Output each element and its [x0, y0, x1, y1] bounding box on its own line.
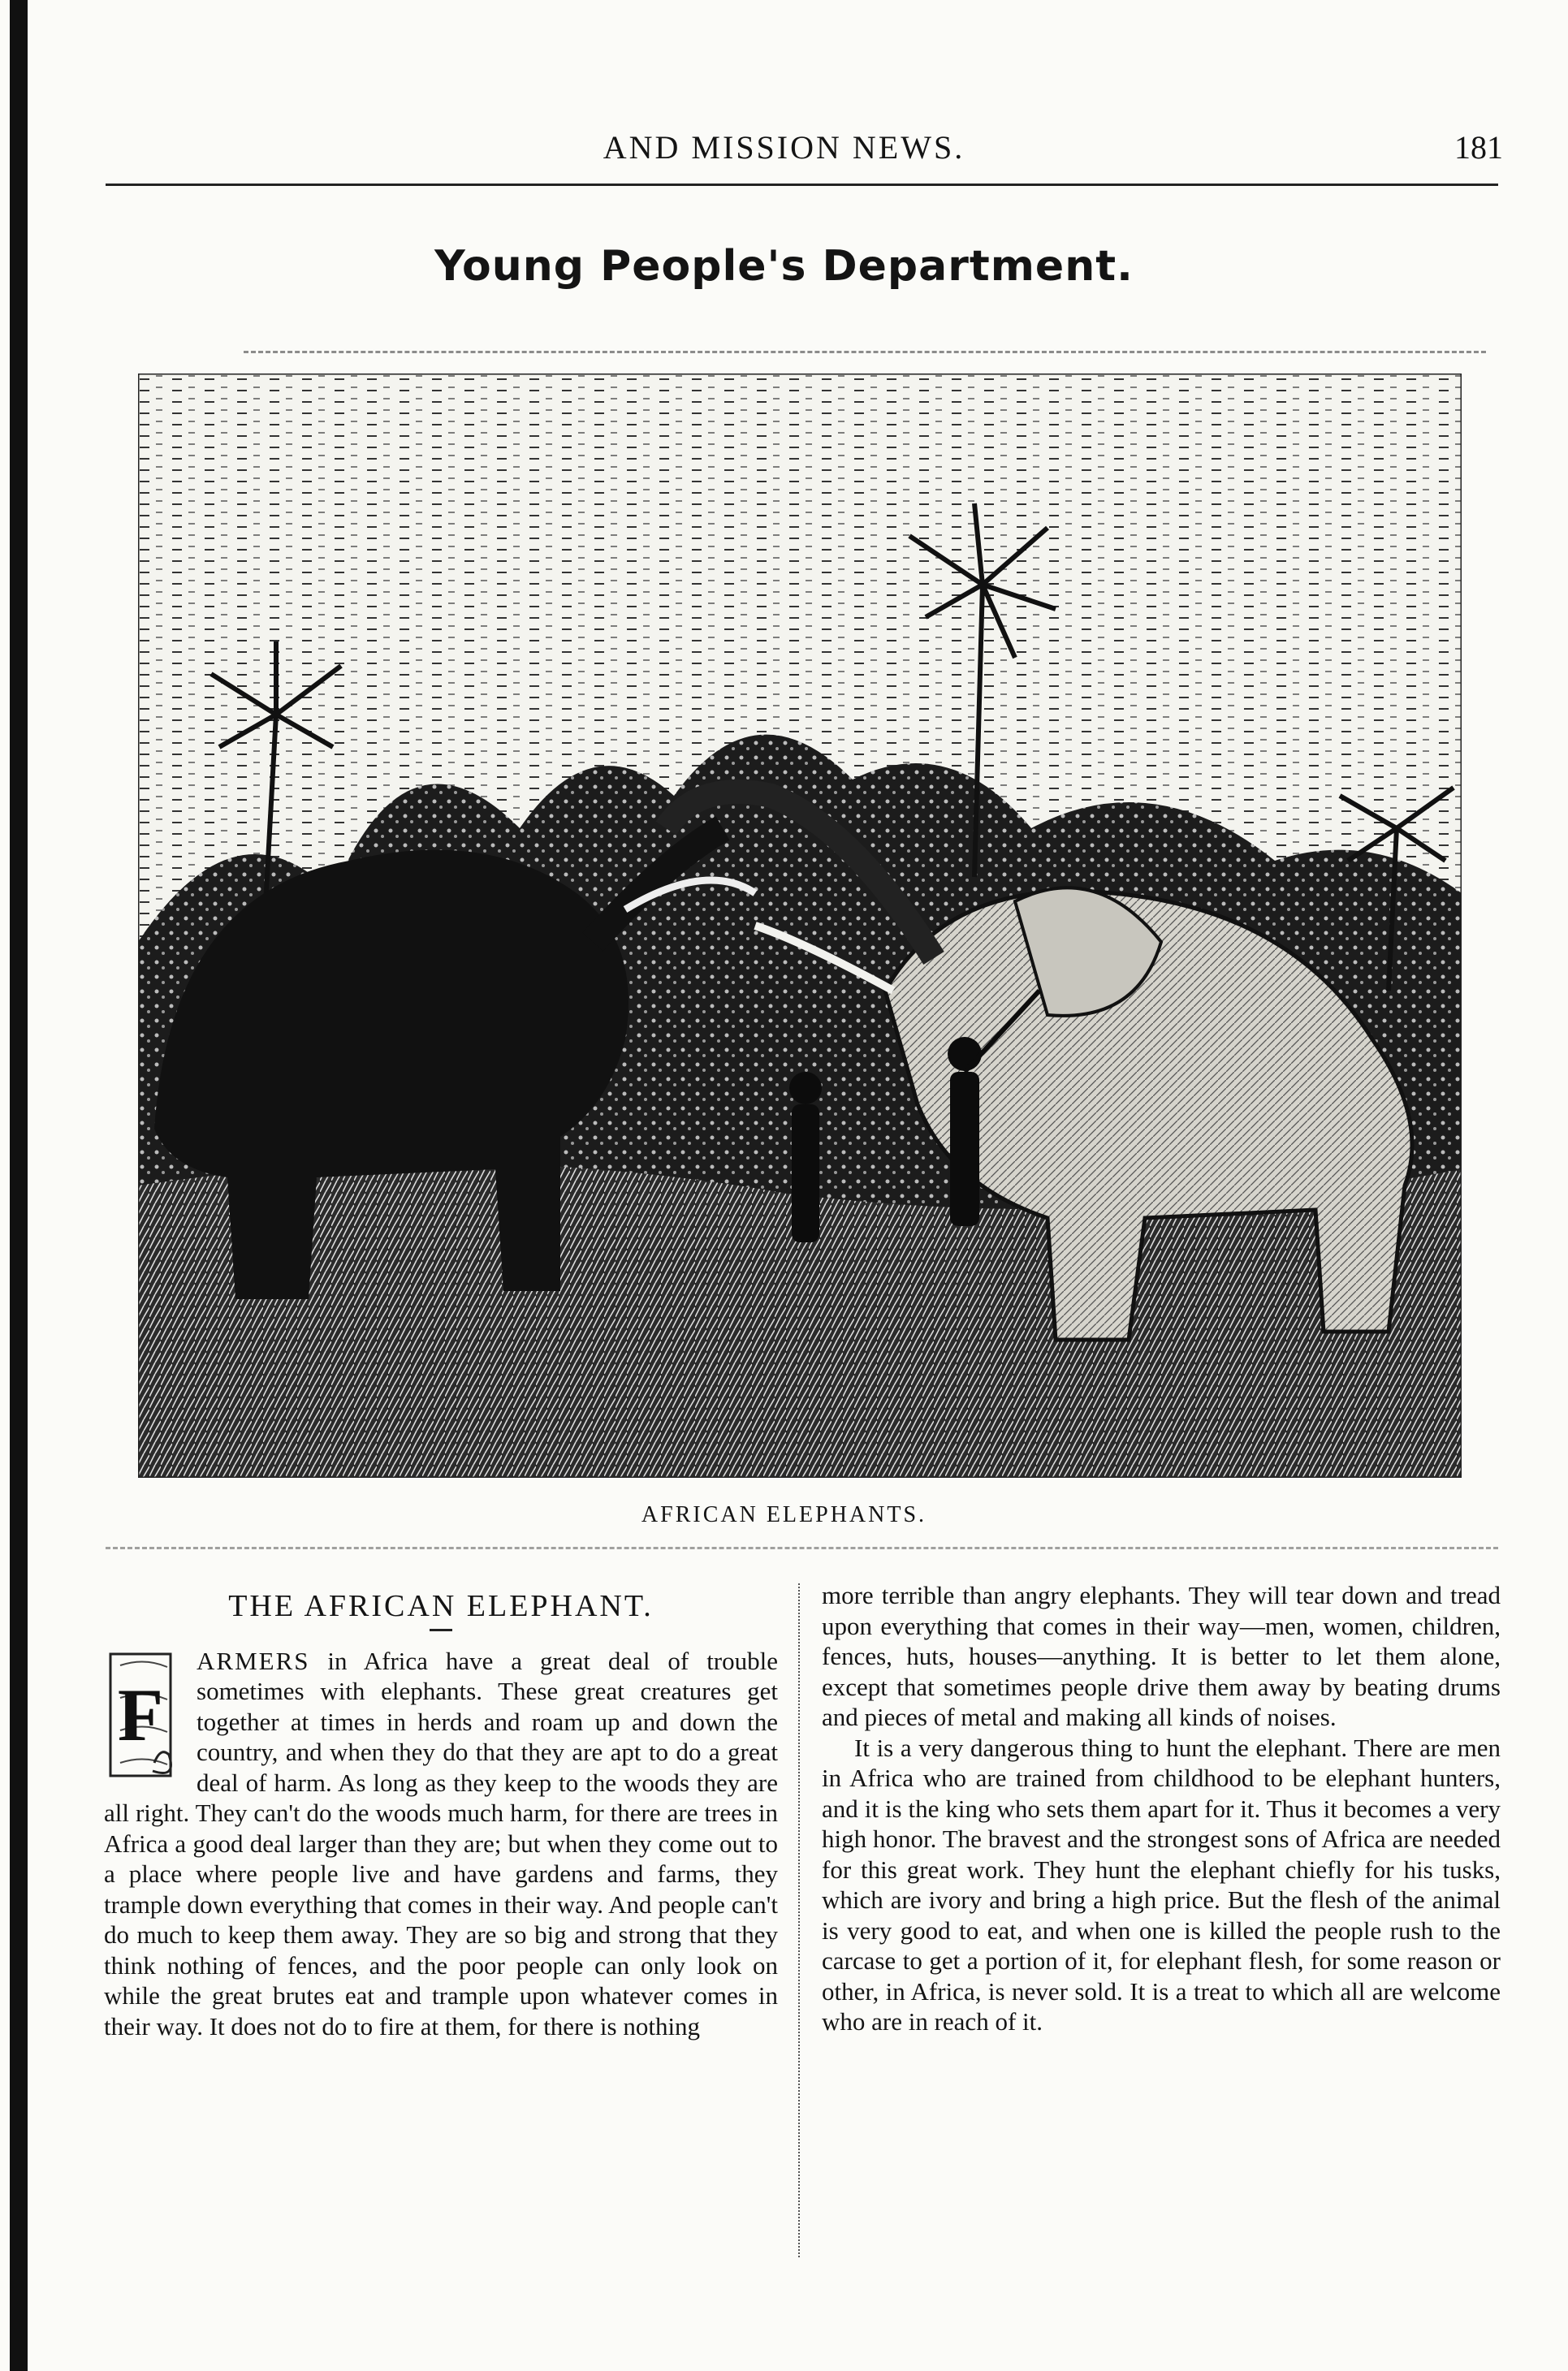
article-left-column [104, 1591, 778, 2041]
title-dash [430, 1629, 452, 1631]
column-separator [798, 1583, 800, 2257]
figure-caption: AFRICAN ELEPHANTS. [641, 1502, 927, 1527]
right-column-paragraph-1: more terrible than angry elephants. They will tear down and tread upon everything that comes in their way—men, women, children, fences, huts, houses—anything. It is better to let them alone, except that sometimes people drive them away by beating drums and pieces of metal and making all kinds of noises. [822, 1581, 1501, 1731]
right-column-paragraph-2: It is a very dangerous thing to hunt the elephant. There are men in Africa who are trained from childhood to be elephant hunters, and it is the king who sets them apart for it. Thus it becomes a very high honor. The bravest and the strongest sons of Africa are needed for this great work. They hunt the elephant chiefly for his tusks, which are ivory and bring a high price. But the flesh of the animal is very good to eat, and when one is killed the people rush to the carcase to get a portion of it, for elephant flesh, for some reason or other, in Africa, is never sold. It is a treat to which all are welcome who are in reach of it. [822, 1733, 1501, 2036]
opening-paragraph [104, 1646, 778, 2042]
ornamental-drop-cap [104, 1649, 185, 1787]
engraving-illustration [138, 374, 1462, 1478]
drop-cap-ornament [104, 1649, 185, 1787]
article-right-column [822, 1580, 1501, 2037]
caption-rule [106, 1547, 1498, 1549]
svg-text:F: F [117, 1673, 164, 1756]
department-title: Young People's Department. [434, 242, 1134, 291]
african-elephants-engraving [138, 374, 1462, 1478]
running-head [0, 128, 1568, 177]
header-rule [106, 184, 1498, 186]
running-title: AND MISSION NEWS. [603, 129, 965, 166]
left-column-text: in Africa have a great deal of trouble sometimes with elephants. These great creatures get together at times in herds and roam up and down the country, and when they do that they are apt to do a great deal of harm. As long as they keep to the woods they are all right. They can't do the woods much harm, for there are trees in Africa a good deal larger than they are; but when they come out to a place where people live and have gardens and farms, they trample down everything that comes in their way. And people can't do much to keep them away. They are so big and strong that they think nothing of fences, and the poor people can only look on while the great brutes eat and trample upon whatever comes in their way. It does not do to fire at them, for there is nothing [104, 1646, 778, 2041]
page-spine-edge [10, 0, 28, 2371]
page-number: 181 [1454, 129, 1503, 166]
lead-word: ARMERS [197, 1646, 310, 1675]
figure-top-rule [244, 351, 1486, 353]
article-title: THE AFRICAN ELEPHANT. [228, 1589, 654, 1623]
